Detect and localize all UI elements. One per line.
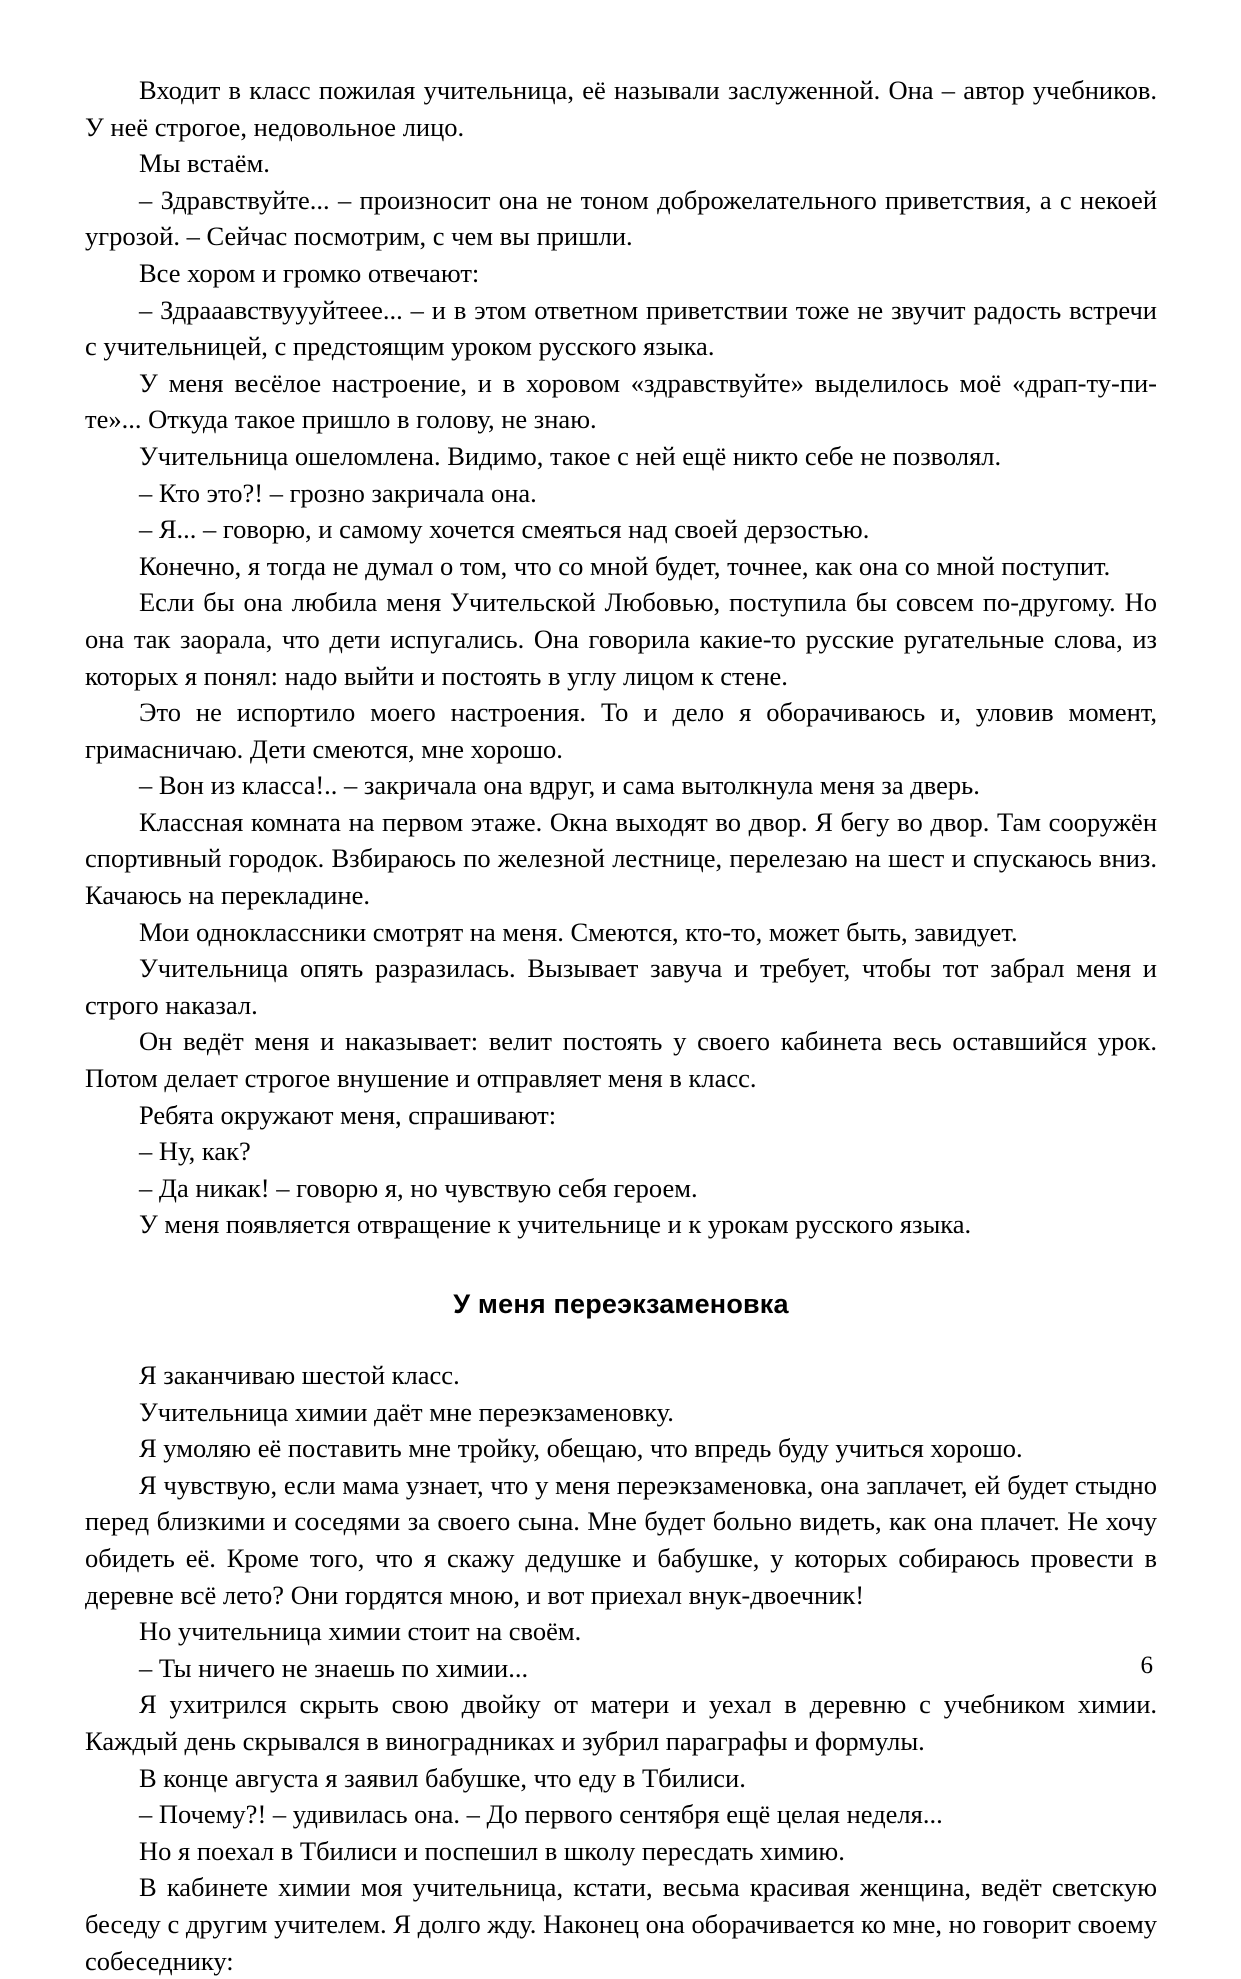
section-reexamination <box>85 1243 1157 1979</box>
paragraph: Я ухитрился скрыть свою двойку от матери и уехал в деревню с учебником химии. Каждый день скрывался в виноградниках и зубрил параграфы и формулы. <box>85 1689 1157 1756</box>
paragraph: Я заканчиваю шестой класс. <box>139 1360 460 1390</box>
section-school-lesson <box>85 72 1157 1243</box>
paragraph: Классная комната на первом этаже. Окна выходят во двор. Я бегу во двор. Там сооружён спортивный городок. Взбираюсь по железной лестнице, перелезаю на шест и спускаюсь вниз. Качаюсь на перекладине. <box>85 806 1157 911</box>
paragraph: В конце августа я заявил бабушке, что еду в Тбилиси. <box>139 1762 746 1793</box>
paragraph: Учительница химии даёт мне переэкзаменовку. <box>139 1396 674 1427</box>
paragraph: – Здрааавствуууйтеее... – и в этом ответном приветствии тоже не звучит радость встречи с учительницей, с предстоящим уроком русского языка. <box>85 294 1157 362</box>
paragraph: Учительница опять разразилась. Вызывает завуча и требует, чтобы тот забрал меня и строго наказал. <box>85 953 1157 1020</box>
paragraph: Входит в класс пожилая учительница, её называли заслуженной. Она – автор учебников. У неё строгое, недовольное лицо. <box>85 75 1157 142</box>
paragraph: – Я... – говорю, и самому хочется смеяться над своей дерзостью. <box>139 514 870 545</box>
paragraph: Если бы она любила меня Учительской Любовью, поступила бы совсем по-другому. Но она так заорала, что дети испугались. Она говорила какие-то русские ругательные слова, из которых я понял: надо выйти и постоять в углу лицом к стене. <box>85 587 1157 691</box>
paragraph: – Кто это?! – грозно закричала она. <box>139 477 537 508</box>
paragraph: Мои одноклассники смотрят на меня. Смеются, кто-то, может быть, завидует. <box>139 916 1018 947</box>
paragraph: Конечно, я тогда не думал о том, что со мной будет, точнее, как она со мной поступит. <box>139 550 1111 581</box>
paragraph: Это не испортило моего настроения. То и дело я оборачиваюсь и, уловив момент, гримасничаю. Дети смеются, мне хорошо. <box>85 697 1157 764</box>
paragraph: Все хором и громко отвечают: <box>139 257 480 288</box>
paragraph: Мы встаём. <box>139 148 270 179</box>
page-content <box>85 72 1157 1979</box>
paragraph: – Ну, как? <box>139 1136 251 1167</box>
paragraph: – Вон из класса!.. – закричала она вдруг, и сама вытолкнула меня за дверь. <box>139 770 980 801</box>
paragraph: – Ты ничего не знаешь по химии... <box>139 1652 529 1683</box>
page-number: 6 <box>1140 1652 1153 1679</box>
paragraph: У меня появляется отвращение к учительнице и к урокам русского языка. <box>139 1209 972 1240</box>
paragraph: – Почему?! – удивилась она. – До первого сентября ещё целая неделя... <box>139 1799 943 1830</box>
paragraph: Я чувствую, если мама узнает, что у меня переэкзаменовка, она заплачет, ей будет стыдно перед близкими и соседями за своего сына. Мне будет больно видеть, как она плачет. Не хочу обидеть её. Кроме того, что я скажу дедушке и бабушке, у которых собираюсь провести в деревне всё лето? Они гордятся мною, и вот приехал внук-двоечник! <box>85 1469 1157 1610</box>
paragraph: У меня весёлое настроение, и в хоровом «здравствуйте» выделилось моё «драп-ту-пи-те»... Откуда такое пришло в голову, не знаю. <box>85 367 1157 435</box>
paragraph: В кабинете химии моя учительница, кстати, весьма красивая женщина, ведёт светскую беседу с другим учителем. Я долго жду. Наконец она оборачивается ко мне, но говорит своему собеседнику: <box>85 1872 1157 1976</box>
paragraph: Учительница ошеломлена. Видимо, такое с ней ещё никто себе не позволял. <box>139 440 1002 471</box>
paragraph: Ребята окружают меня, спрашивают: <box>139 1099 557 1130</box>
paragraph: Но я поехал в Тбилиси и поспешил в школу пересдать химию. <box>139 1835 845 1866</box>
section-heading: У меня переэкзаменовка <box>453 1289 789 1319</box>
paragraph: – Здравствуйте... – произносит она не тоном доброжелательного приветствия, а с некоей угрозой. – Сейчас посмотрим, с чем вы пришли. <box>85 184 1157 252</box>
paragraph: – Да никак! – говорю я, но чувствую себя героем. <box>139 1172 698 1203</box>
paragraph: Я умоляю её поставить мне тройку, обещаю, что впредь буду учиться хорошо. <box>139 1433 1023 1464</box>
paragraph: Но учительница химии стоит на своём. <box>139 1616 582 1647</box>
paragraph: Он ведёт меня и наказывает: велит постоять у своего кабинета весь оставшийся урок. Потом делает строгое внушение и отправляет меня в класс. <box>85 1026 1157 1094</box>
